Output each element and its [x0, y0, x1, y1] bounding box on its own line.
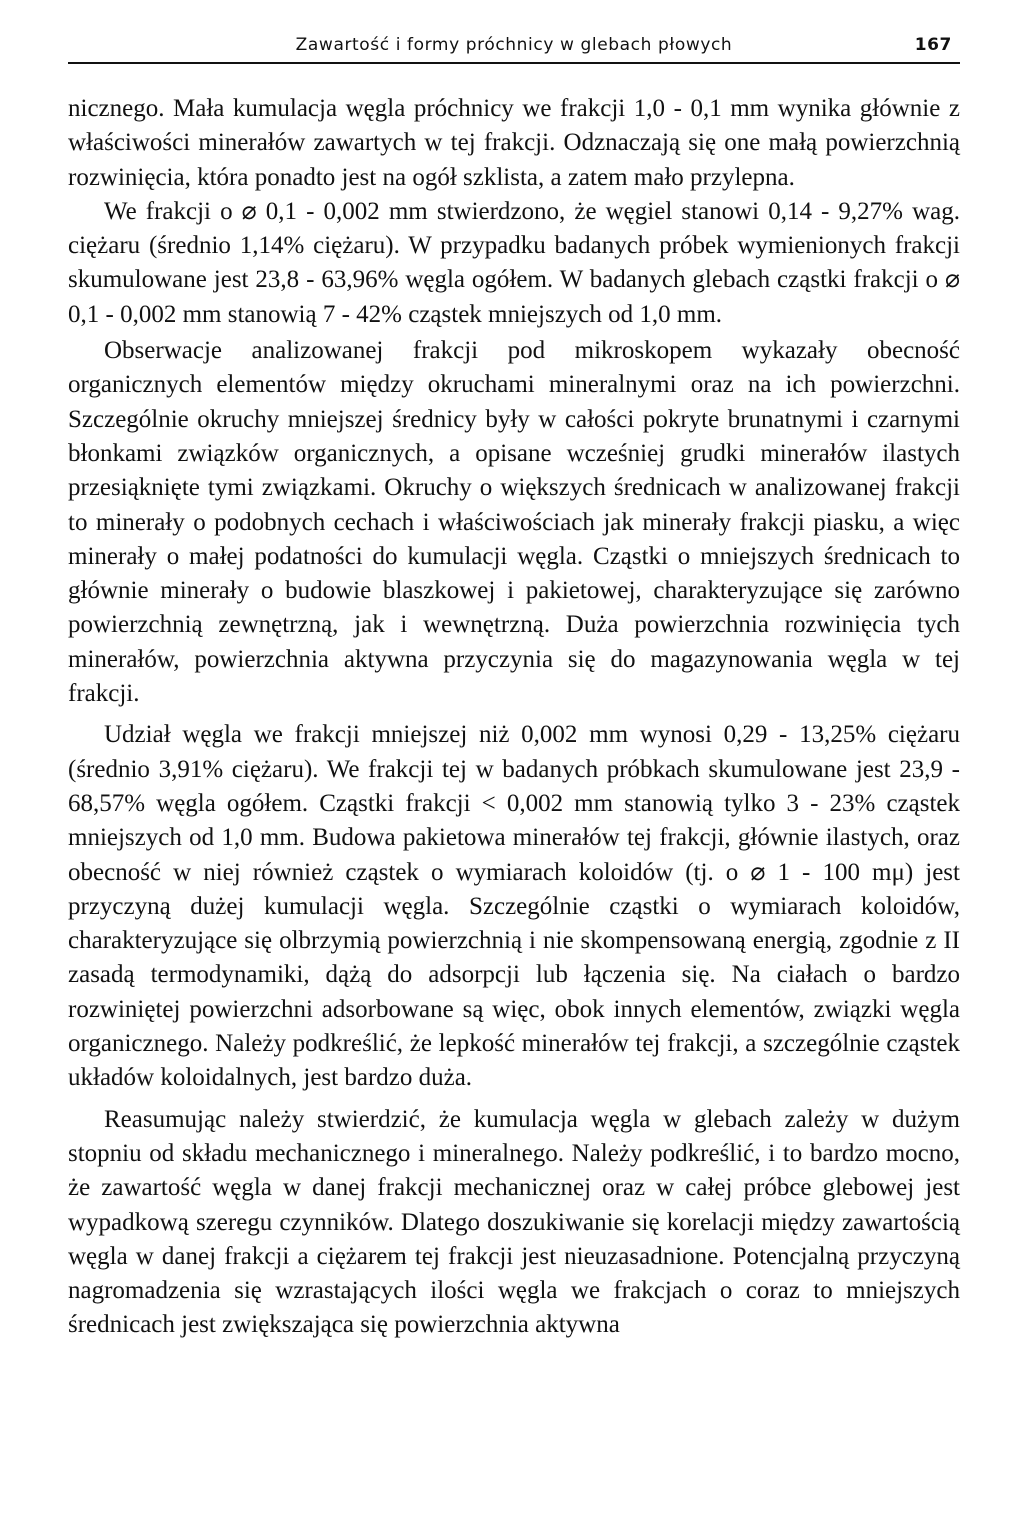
paragraph: Obserwacje analizowanej frakcji pod mikroskopem wykazały obecność organicznych elementów między okruchami mineralnymi oraz na ich powierzchni. Szczególnie okruchy mniejszej średnicy były w całości pokryte brunatnymi i czarnymi błonkami związków organicznych, a opisane wcześniej grudki minerałów ilastych przesiąknięte tymi związkami. Okruchy o większych średnicach w analizowanej frakcji to minerały o podobnych cechach i właściwościach jak minerały frakcji piasku, a więc minerały o małej podatności do kumulacji węgla. Cząstki o mniejszych średnicach to głównie minerały o budowie blaszkowej i pakietowej, charakteryzujące się zarówno powierzchnią zewnętrzną, jak i wewnętrzną. Duża powierzchnia rozwinięcia tych minerałów, powierzchnia aktywna przyczynia się do magazynowania węgla w tej frakcji. [68, 337, 960, 708]
paragraph: We frakcji o ⌀ 0,1 - 0,002 mm stwierdzono, że węgiel stanowi 0,14 - 9,27% wag. ciężaru (średnio 1,14% ciężaru). W przypadku badanych próbek wymienionych frakcji skumulowane jest 23,8 - 63,96% węgla ogółem. W badanych glebach cząstki frakcji o ⌀ 0,1 - 0,002 mm stanowią 7 - 42% cząstek mniejszych od 1,0 mm. [68, 197, 960, 328]
running-header [68, 30, 960, 60]
paragraph: Udział węgla we frakcji mniejszej niż 0,002 mm wynosi 0,29 - 13,25% ciężaru (średnio 3,91% ciężaru). We frakcji tej w badanych próbkach skumulowane jest 23,9 - 68,57% węgla ogółem. Cząstki frakcji < 0,002 mm stanowią tylko 3 - 23% cząstek mniejszych od 1,0 mm. Budowa pakietowa minerałów tej frakcji, głównie ilastych, oraz obecność w niej również cząstek o wymiarach koloidów (tj. o ⌀ 1 - 100 mμ) jest przyczyną dużej kumulacji węgla. Szczególnie cząstki o wymiarach koloidów, charakteryzujące się olbrzymią powierzchnią i nie skompensowaną energią, zgodnie z II zasadą termodynamiki, dążą do adsorpcji lub łączenia się. Na ciałach o bardzo rozwiniętej powierzchni adsorbowane są więc, obok innych elementów, związki węgla organicznego. Należy podkreślić, że lepkość minerałów tej frakcji, a szczególnie cząstek układów koloidalnych, jest bardzo duża. [68, 721, 960, 1092]
running-title: Zawartość i formy próchnicy w glebach płowych [295, 35, 733, 55]
document-page [68, 30, 960, 1343]
body-text [68, 92, 960, 1343]
page-number: 167 [914, 35, 952, 55]
paragraph-continuation: nicznego. Mała kumulacja węgla próchnicy we frakcji 1,0 - 0,1 mm wynika głównie z właściwości minerałów zawartych w tej frakcji. Odznaczają się one małą powierzchnią rozwinięcia, która ponadto jest na ogół szklista, a zatem mało przylepna. [68, 95, 960, 191]
paragraph: Reasumując należy stwierdzić, że kumulacja węgla w glebach zależy w dużym stopniu od składu mechanicznego i mineralnego. Należy podkreślić, i to bardzo mocno, że zawartość węgla w danej frakcji mechanicznej oraz w całej próbce glebowej jest wypadkową szeregu czynników. Dlatego doszukiwanie się korelacji między zawartością węgla w danej frakcji a ciężarem tej frakcji jest nieuzasadnione. Potencjalną przyczyną nagromadzenia się wzrastających ilości węgla we frakcjach o coraz to mniejszych średnicach jest zwiększająca się powierzchnia aktywna [68, 1105, 960, 1339]
header-rule [68, 62, 960, 64]
